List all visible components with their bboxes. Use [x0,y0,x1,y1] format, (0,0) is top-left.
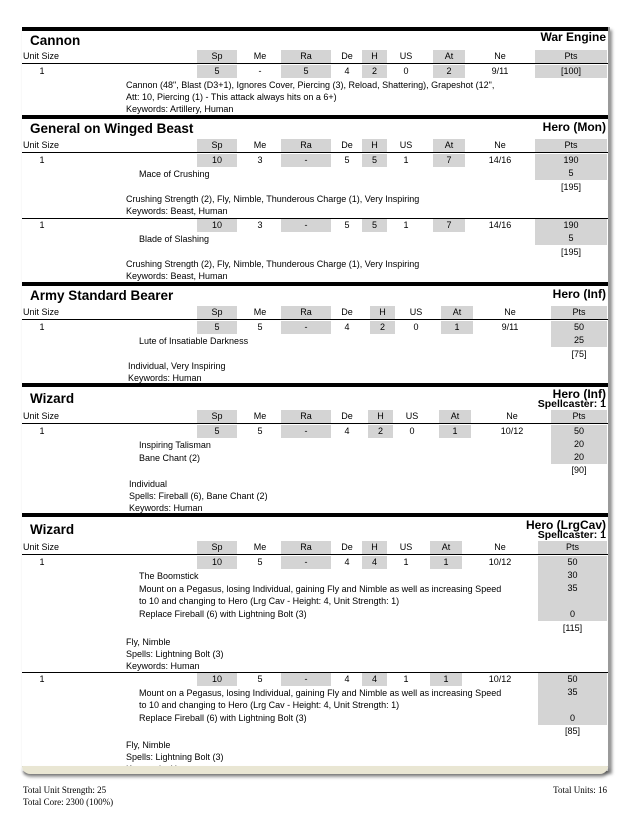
stat-at: 2 [433,65,465,78]
col-me: Me [253,51,267,61]
spellcaster-level: Spellcaster: 1 [537,529,606,541]
col-ne: Ne [494,51,506,61]
stat-ra: - [281,673,331,686]
special-rules: Cannon (48", Blast (D3+1), Ignores Cover, Piercing (3), Reload, Shattering), Grapeshot (12", [126,80,495,90]
col-at: At [433,139,465,152]
upgrade-option: Replace Fireball (6) with Lightning Bolt (3) [139,609,307,619]
unit-size: 1 [39,674,45,684]
col-me: Me [253,542,267,552]
stat-ne: 10/12 [500,426,524,436]
col-h: H [370,306,395,319]
keywords: Keywords: Human [129,503,203,513]
unit-type: Hero (Inf) [552,287,606,301]
keywords: Keywords: Beast, Human [126,271,228,281]
upgrade-pts: 0 [538,608,607,621]
upgrade-option: Bane Chant (2) [139,453,201,463]
stat-sp: 10 [197,219,237,232]
stat-h: 4 [362,556,387,569]
stat-ne: 9/11 [491,66,509,76]
spells: Spells: Lightning Bolt (3) [126,752,224,762]
col-at: At [430,541,462,554]
stat-de: 5 [344,220,350,230]
upgrade-pts: 35 [538,686,607,712]
stat-de: 4 [344,557,350,567]
col-us: US [399,51,413,61]
stat-us: 1 [403,674,409,684]
upgrade-option: Replace Fireball (6) with Lightning Bolt (3) [139,713,307,723]
col-at: At [441,306,473,319]
col-ne: Ne [494,542,506,552]
special-rules: Crushing Strength (2), Fly, Nimble, Thunderous Charge (1), Very Inspiring [126,194,420,204]
stat-sp: 5 [197,65,237,78]
col-us: US [399,542,413,552]
army-list-card [22,27,610,771]
unit-type-label: Hero (LrgCav) [525,518,606,532]
stat-ra: - [281,154,331,167]
stat-sp: 5 [197,321,237,334]
stat-at: 1 [430,673,462,686]
upgrade-pts: 5 [535,232,607,245]
unit-type [526,520,606,540]
col-pts: Pts [535,139,607,152]
col-unit-size: Unit Size [23,140,60,150]
stat-header [22,139,608,153]
upgrade-pts: 20 [551,451,607,464]
col-pts: Pts [538,541,607,554]
stat-pts: [100] [535,65,607,78]
col-sp: Sp [197,541,237,554]
stat-sp: 5 [197,425,237,438]
col-sp: Sp [197,306,237,319]
upgrade-option: Mace of Crushing [139,169,210,179]
stat-row [22,65,608,78]
stat-row [22,219,608,232]
upgrade-option: Lute of Insatiable Darkness [139,336,249,346]
stat-me: 5 [257,557,263,567]
upgrade-option: Mount on a Pegasus, losing Individual, gaining Fly and Nimble as well as increasing Speed [139,584,502,594]
stat-me: 5 [257,426,263,436]
spellcaster-level: Spellcaster: 1 [537,398,606,410]
unit-size: 1 [39,155,45,165]
col-me: Me [253,307,267,317]
stat-h: 4 [362,673,387,686]
unit-type [538,389,606,409]
col-ne: Ne [506,411,518,421]
unit-size: 1 [39,220,45,230]
stat-pts: 50 [551,321,607,334]
upgrade-pts: 20 [551,438,607,451]
stat-h: 2 [362,65,387,78]
col-ra: Ra [281,306,331,319]
stat-me: 3 [257,155,263,165]
stat-at: 1 [441,321,473,334]
col-at: At [439,410,471,423]
stat-ne: 14/16 [488,220,512,230]
unit-type-label: Hero (Inf) [552,387,606,401]
stat-row [22,321,608,334]
col-de: De [341,51,353,61]
upgrade-pts: 5 [535,167,607,180]
stat-row [22,673,608,686]
upgrade-option-cont: to 10 and changing to Hero (Lrg Cav - Height: 4, Unit Strength: 1) [139,596,400,606]
stat-ra: - [281,556,331,569]
upgrade-pts: 30 [538,569,607,582]
col-at: At [433,50,465,63]
col-ne: Ne [504,307,516,317]
stat-us: 1 [403,220,409,230]
unit-wizard-inf [22,383,608,517]
unit-title: Army Standard Bearer [30,288,174,303]
entry-total: [90] [571,465,587,475]
stat-h: 5 [362,154,387,167]
col-pts: Pts [535,50,607,63]
special-rules: Individual [129,479,168,489]
col-unit-size: Unit Size [23,51,60,61]
stat-h: 2 [368,425,393,438]
col-de: De [341,411,353,421]
col-h: H [362,50,387,63]
entry-total: [195] [560,182,582,192]
col-ne: Ne [494,140,506,150]
stat-ra: 5 [281,65,331,78]
col-unit-size: Unit Size [23,307,60,317]
stat-sp: 10 [197,673,237,686]
stat-ne: 10/12 [488,557,512,567]
upgrade-pts: 35 [538,582,607,608]
unit-cannon [22,27,608,117]
special-rules: Fly, Nimble [126,740,171,750]
stat-ne: 14/16 [488,155,512,165]
special-rules: Att: 10, Piercing (1) - This attack always hits on a 6+) [126,92,337,102]
col-us: US [405,411,419,421]
stat-pts: 50 [551,425,607,438]
col-ra: Ra [281,50,331,63]
stat-us: 0 [403,66,409,76]
col-me: Me [253,140,267,150]
unit-size: 1 [39,66,45,76]
col-h: H [368,410,393,423]
stat-h: 2 [370,321,395,334]
unit-size: 1 [39,322,45,332]
stat-us: 1 [403,155,409,165]
total-units: Total Units: 16 [553,785,607,795]
entry-total: [85] [564,726,580,736]
col-de: De [341,307,353,317]
stat-pts: 50 [538,556,607,569]
unit-title: Wizard [30,522,75,537]
stat-me: 5 [257,674,263,684]
unit-title: Wizard [30,391,75,406]
upgrade-option: Mount on a Pegasus, losing Individual, gaining Fly and Nimble as well as increasing Speed [139,688,502,698]
col-pts: Pts [551,306,607,319]
total-core: Total Core: 2300 (100%) [23,797,114,807]
stat-me: 5 [257,322,263,332]
spells: Spells: Fireball (6), Bane Chant (2) [129,491,268,501]
entry-total: [115] [562,623,583,633]
col-unit-size: Unit Size [23,542,60,552]
col-de: De [341,542,353,552]
card-bottom-edge [22,766,608,774]
col-h: H [362,139,387,152]
stat-at: 7 [433,219,465,232]
col-ra: Ra [281,139,331,152]
stat-ra: - [281,219,331,232]
stat-pts: 190 [535,219,607,232]
col-pts: Pts [551,410,607,423]
stat-us: 1 [403,557,409,567]
special-rules: Individual, Very Inspiring [128,361,226,371]
stat-header [22,306,608,320]
col-h: H [362,541,387,554]
stat-de: 5 [344,155,350,165]
spells: Spells: Lightning Bolt (3) [126,649,224,659]
entry-total: [195] [560,247,582,257]
stat-row [22,425,608,438]
unit-general-on-winged-beast [22,115,608,285]
col-us: US [409,307,423,317]
col-ra: Ra [281,541,331,554]
unit-army-standard-bearer [22,282,608,386]
special-rules: Fly, Nimble [126,637,171,647]
stat-header [22,410,608,424]
stat-ne: 10/12 [488,674,512,684]
stat-me: 3 [257,220,263,230]
stat-sp: 10 [197,556,237,569]
unit-type: War Engine [540,30,606,44]
unit-type: Hero (Mon) [542,120,606,134]
stat-de: 4 [344,66,350,76]
col-unit-size: Unit Size [23,411,60,421]
stat-de: 4 [344,322,350,332]
col-sp: Sp [197,139,237,152]
stat-me: - [258,66,262,76]
upgrade-option-cont: to 10 and changing to Hero (Lrg Cav - Height: 4, Unit Strength: 1) [139,700,400,710]
stat-ra: - [281,425,331,438]
col-ra: Ra [281,410,331,423]
keywords: Keywords: Artillery, Human [126,104,234,114]
keywords: Keywords: Human [126,661,200,671]
stat-at: 1 [430,556,462,569]
total-unit-strength: Total Unit Strength: 25 [23,785,107,795]
upgrade-option: The Boomstick [139,571,199,581]
stat-at: 1 [439,425,471,438]
stat-at: 7 [433,154,465,167]
unit-wizard-lrgcav [22,513,608,775]
stat-h: 5 [362,219,387,232]
col-sp: Sp [197,50,237,63]
unit-title: Cannon [30,33,81,48]
stat-ne: 9/11 [501,322,519,332]
stat-sp: 10 [197,154,237,167]
entry-total: [75] [571,349,587,359]
stat-header [22,50,608,64]
stat-us: 0 [413,322,419,332]
upgrade-option: Blade of Slashing [139,234,210,244]
stat-row [22,154,608,167]
stat-ra: - [281,321,331,334]
stat-pts: 50 [538,673,607,686]
stat-row [22,556,608,569]
stat-us: 0 [409,426,415,436]
col-sp: Sp [197,410,237,423]
unit-size: 1 [39,426,45,436]
keywords: Keywords: Human [128,373,202,383]
stat-de: 4 [344,674,350,684]
keywords: Keywords: Beast, Human [126,206,228,216]
col-me: Me [253,411,267,421]
unit-title: General on Winged Beast [30,121,194,136]
upgrade-pts: 0 [538,712,607,725]
stat-pts: 190 [535,154,607,167]
special-rules: Crushing Strength (2), Fly, Nimble, Thunderous Charge (1), Very Inspiring [126,259,420,269]
upgrade-pts: 25 [551,334,607,347]
upgrade-option: Inspiring Talisman [139,440,211,450]
stat-header [22,541,608,555]
stat-de: 4 [344,426,350,436]
unit-size: 1 [39,557,45,567]
col-us: US [399,140,413,150]
col-de: De [341,140,353,150]
